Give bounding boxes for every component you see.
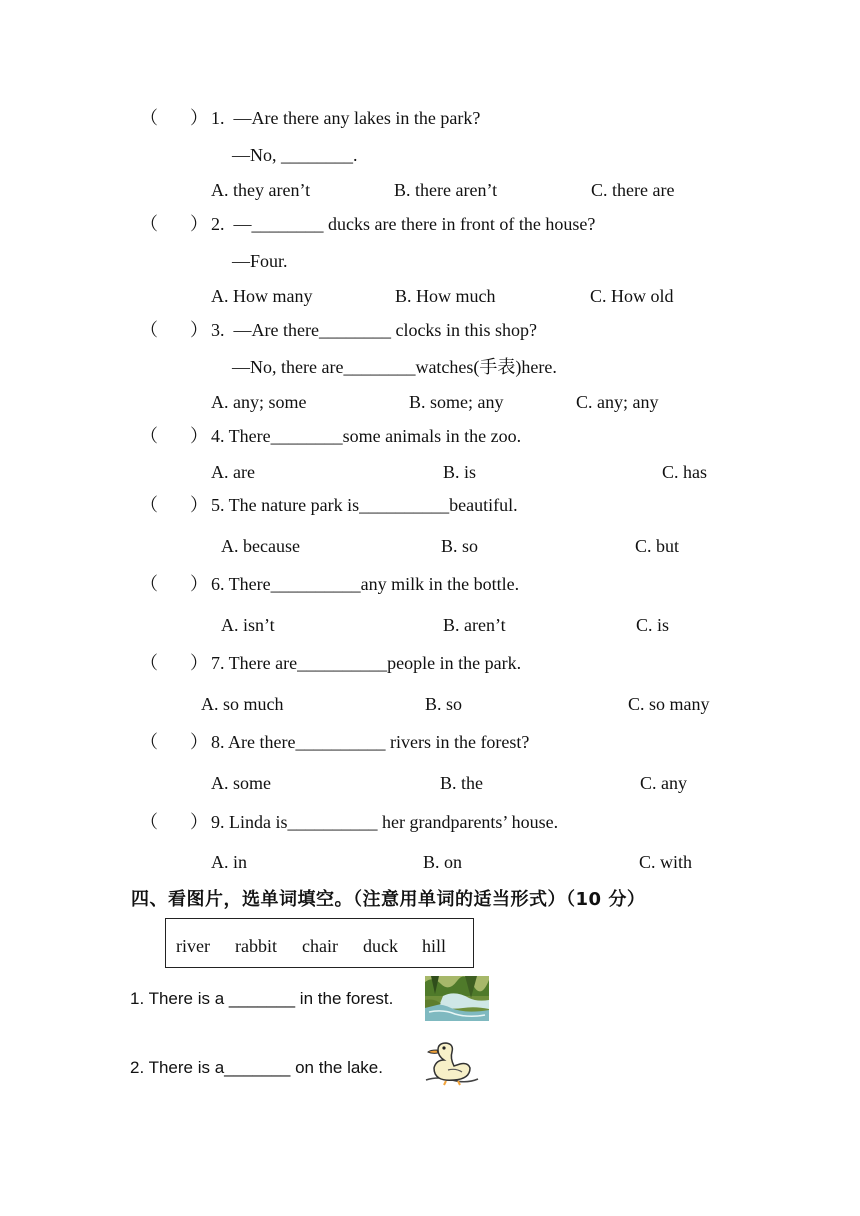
- answer-paren-close: ）: [190, 495, 208, 515]
- answer-paren-open: （: [140, 320, 158, 340]
- option-b: B. the: [440, 773, 483, 793]
- question-reply: —No, ________.: [232, 145, 358, 165]
- option-c: C. How old: [590, 286, 674, 306]
- fill-item: 2. There is a_______ on the lake.: [130, 1058, 383, 1077]
- answer-paren-open: （: [140, 495, 158, 515]
- option-c: C. with: [639, 852, 693, 872]
- option-b: B. so: [425, 694, 463, 714]
- question-reply: —No, there are________watches(手表)here.: [232, 357, 557, 377]
- question-stem: 8. Are there__________ rivers in the forest?: [211, 732, 530, 752]
- option-a: A. so much: [201, 694, 284, 714]
- word-bank-word: river: [176, 936, 210, 956]
- duck-picture-icon: [424, 1038, 480, 1086]
- answer-paren-open: （: [140, 574, 158, 594]
- answer-paren-close: ）: [190, 732, 208, 752]
- answer-paren-close: ）: [190, 812, 208, 832]
- answer-paren-open: （: [140, 214, 158, 234]
- river-forest-picture-icon: [425, 976, 489, 1021]
- answer-paren-close: ）: [190, 653, 208, 673]
- option-b: B. is: [443, 462, 477, 482]
- option-c: C. any; any: [576, 392, 659, 412]
- option-c: C. any: [640, 773, 687, 793]
- question-stem: 2. —________ ducks are there in front of the house?: [211, 214, 596, 234]
- answer-paren-open: （: [140, 653, 158, 673]
- option-b: B. some; any: [409, 392, 504, 412]
- question-stem: 4. There________some animals in the zoo.: [211, 426, 522, 446]
- option-a: A. How many: [211, 286, 313, 306]
- option-c: C. so many: [628, 694, 710, 714]
- answer-paren-close: ）: [190, 574, 208, 594]
- fill-item: 1. There is a _______ in the forest.: [130, 989, 394, 1008]
- question-reply: —Four.: [232, 251, 288, 271]
- option-a: A. because: [221, 536, 300, 556]
- option-c: C. but: [635, 536, 680, 556]
- option-c: C. there are: [591, 180, 675, 200]
- word-bank-box: [165, 918, 474, 968]
- word-bank-word: chair: [302, 936, 338, 956]
- question-stem: 9. Linda is__________ her grandparents’ house.: [211, 812, 559, 832]
- option-b: B. How much: [395, 286, 496, 306]
- word-bank-word: rabbit: [235, 936, 277, 956]
- question-stem: 1. —Are there any lakes in the park?: [211, 108, 481, 128]
- answer-paren-open: （: [140, 426, 158, 446]
- option-b: B. aren’t: [443, 615, 506, 635]
- option-a: A. they aren’t: [211, 180, 311, 200]
- option-b: B. so: [441, 536, 479, 556]
- word-bank-word: hill: [422, 936, 447, 956]
- section-heading: 四、看图片，选单词填空。（注意用单词的适当形式）（10 分）: [131, 889, 646, 910]
- answer-paren-close: ）: [190, 108, 208, 128]
- option-c: C. has: [662, 462, 707, 482]
- option-c: C. is: [636, 615, 670, 635]
- option-a: A. are: [211, 462, 255, 482]
- question-stem: 5. The nature park is__________beautiful.: [211, 495, 518, 515]
- word-bank-word: duck: [363, 936, 398, 956]
- answer-paren-open: （: [140, 812, 158, 832]
- answer-paren-close: ）: [190, 426, 208, 446]
- question-stem: 6. There__________any milk in the bottle.: [211, 574, 520, 594]
- option-a: A. some: [211, 773, 271, 793]
- answer-paren-close: ）: [190, 214, 208, 234]
- option-a: A. any; some: [211, 392, 307, 412]
- question-stem: 7. There are__________people in the park.: [211, 653, 522, 673]
- answer-paren-open: （: [140, 732, 158, 752]
- option-b: B. on: [423, 852, 463, 872]
- option-a: A. isn’t: [221, 615, 275, 635]
- question-stem: 3. —Are there________ clocks in this shop?: [211, 320, 537, 340]
- answer-paren-open: （: [140, 108, 158, 128]
- answer-paren-close: ）: [190, 320, 208, 340]
- option-b: B. there aren’t: [394, 180, 498, 200]
- option-a: A. in: [211, 852, 247, 872]
